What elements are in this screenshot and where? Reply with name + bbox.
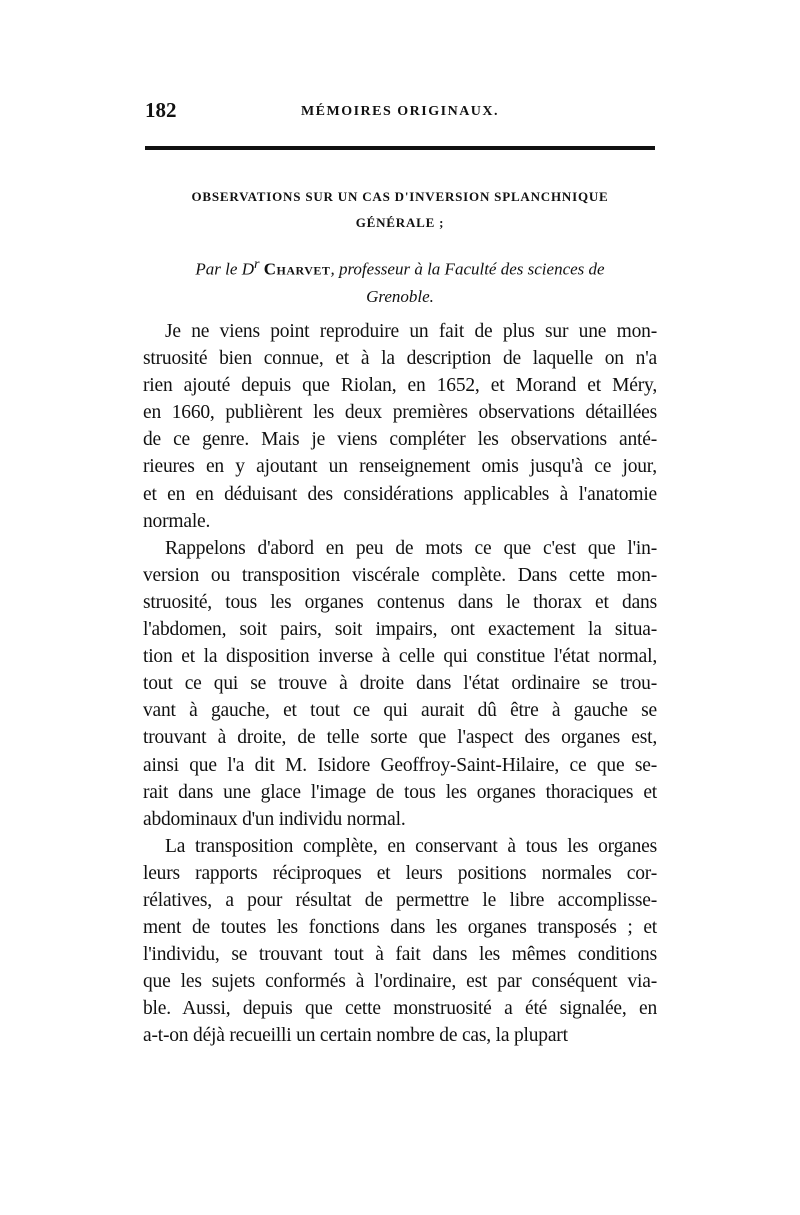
text-line: ainsi que l'a dit M. Isidore Geoffroy-Saint-Hilaire, ce que se-: [143, 754, 657, 776]
article-title-line-1: OBSERVATIONS SUR UN CAS D'INVERSION SPLANCHNIQUE: [191, 189, 609, 204]
paragraph: [143, 833, 657, 1050]
text-line: struosité bien connue, et à la description de laquelle on n'a: [143, 348, 657, 370]
paragraph: [143, 318, 657, 535]
text-line: que les sujets conformés à l'ordinaire, est par conséquent via-: [143, 971, 657, 993]
byline-line-2: Grenoble.: [366, 286, 434, 306]
byline-line-1: [145, 251, 655, 283]
header-rule: [145, 146, 655, 150]
text-line: ment de toutes les fonctions dans les organes transposés ; et: [143, 917, 657, 939]
text-line: trouvant à droite, de telle sorte que l'aspect des organes est,: [143, 727, 657, 749]
text-line: normale.: [143, 510, 211, 532]
text-line: l'individu, se trouvant tout à fait dans les mêmes conditions: [143, 944, 657, 966]
text-line: l'abdomen, soit pairs, soit impairs, ont exactement la situa-: [143, 619, 657, 641]
text-line: Je ne viens point reproduire un fait de plus sur une mon-: [165, 321, 657, 342]
text-line: de ce genre. Mais je viens compléter les observations anté-: [143, 429, 657, 451]
byline: [145, 251, 655, 310]
byline-sup: r: [253, 256, 260, 272]
paragraph: [143, 535, 657, 833]
text-line: rélatives, a pour résultat de permettre le libre accomplisse-: [143, 889, 657, 911]
text-line: Rappelons d'abord en peu de mots ce que c'est que l'in-: [165, 537, 657, 559]
text-line: vant à gauche, et tout ce qui aurait dû être à gauche se: [143, 700, 657, 722]
text-line: leurs rapports réciproques et leurs positions normales cor-: [143, 862, 657, 884]
page-number: 182: [145, 98, 177, 122]
text-line: version ou transposition viscérale complète. Dans cette mon-: [143, 564, 657, 586]
text-line: tout ce qui se trouve à droite dans l'état ordinaire se trou-: [143, 673, 657, 695]
author-name: Charvet: [263, 259, 331, 279]
text-line: en 1660, publièrent les deux premières observations détaillées: [143, 402, 657, 424]
text-line: tion et la disposition inverse à celle qui constitue l'état normal,: [143, 646, 657, 668]
text-line: rien ajouté depuis que Riolan, en 1652, et Morand et Méry,: [143, 375, 657, 397]
author-affiliation: , professeur à la Faculté des sciences de: [330, 259, 605, 279]
byline-prefix: Par le D: [195, 259, 254, 279]
text-line: a-t-on déjà recueilli un certain nombre de cas, la plupart: [143, 1025, 568, 1047]
body-text: [143, 318, 657, 1050]
article-title-line-2: GÉNÉRALE ;: [355, 215, 445, 230]
article-title: [150, 184, 650, 236]
running-title: MÉMOIRES ORIGINAUX.: [300, 104, 500, 119]
text-line: struosité, tous les organes contenus dans le thorax et dans: [143, 591, 657, 613]
text-line: La transposition complète, en conservant à tous les organes: [165, 835, 657, 857]
text-line: abdominaux d'un individu normal.: [143, 808, 406, 830]
text-line: rieures en y ajoutant un renseignement omis jusqu'à ce jour,: [143, 456, 657, 478]
text-line: rait dans une glace l'image de tous les organes thoraciques et: [143, 781, 657, 803]
text-line: et en en déduisant des considérations applicables à l'anatomie: [143, 483, 657, 505]
text-line: ble. Aussi, depuis que cette monstruosité a été signalée, en: [143, 998, 657, 1020]
page-header: [145, 98, 655, 128]
